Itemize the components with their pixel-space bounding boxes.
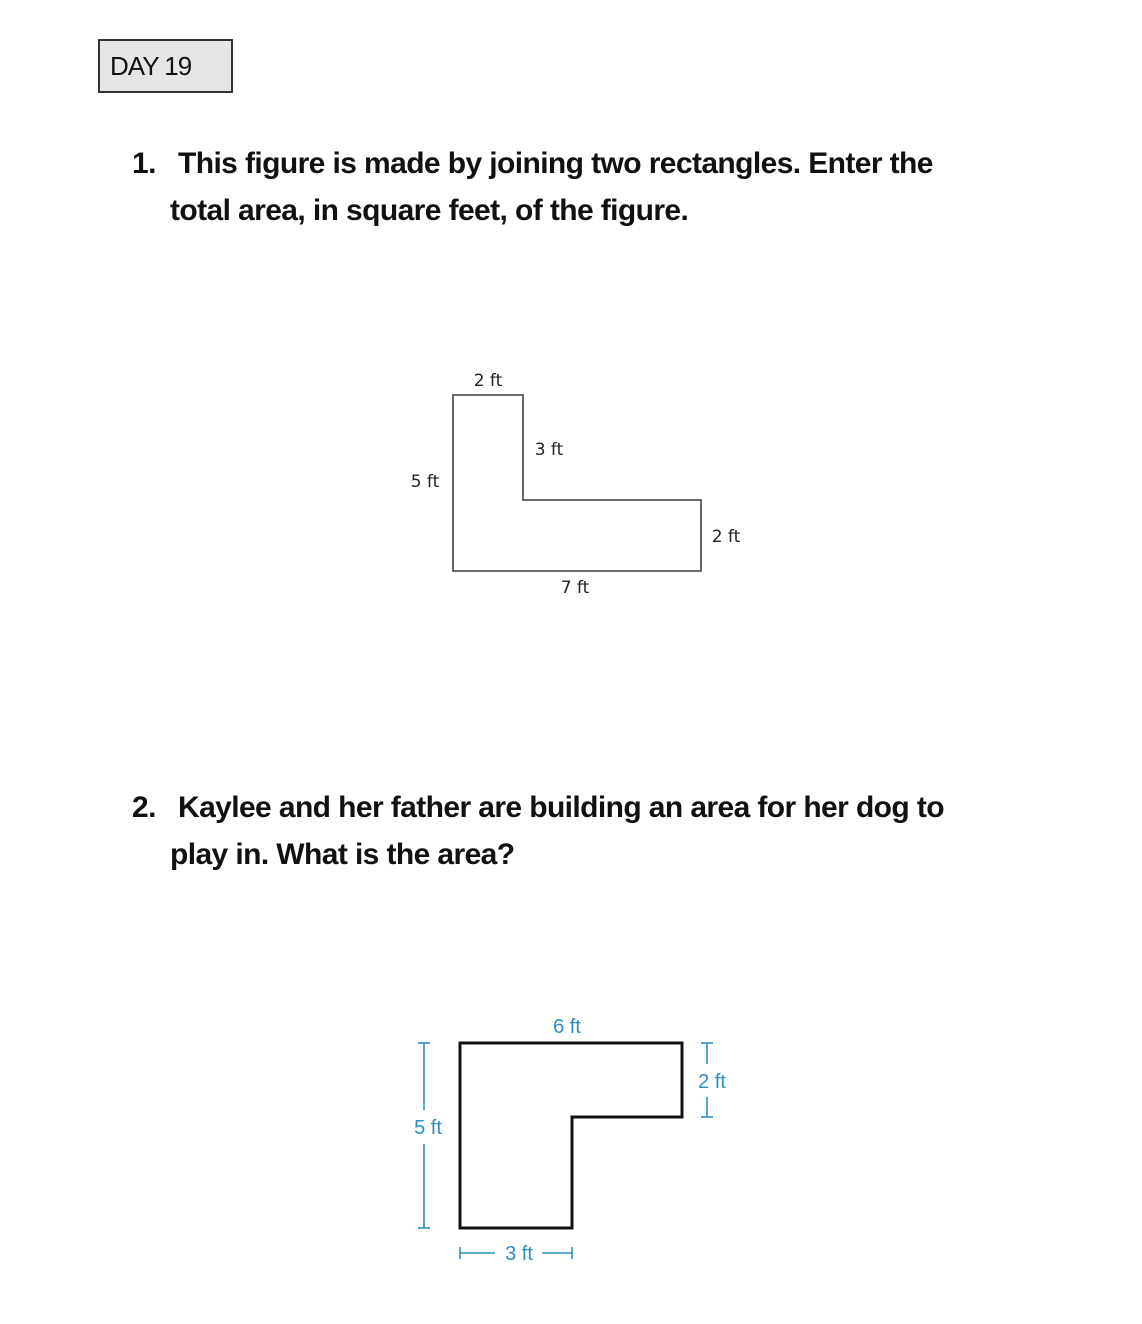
question-1-number: 1. <box>132 147 156 180</box>
figure-2-label-left: 5 ft <box>414 1117 442 1139</box>
figure-2-label-right: 2 ft <box>698 1071 726 1093</box>
figure-1-label-bottom: 7 ft <box>560 578 590 598</box>
figure-1-label-right: 2 ft <box>711 527 741 547</box>
question-2-text-line2: play in. What is the area? <box>170 838 515 871</box>
figure-1-l-shape <box>411 371 741 598</box>
figure-2-label-top: 6 ft <box>553 1016 581 1038</box>
figure-1-label-left: 5 ft <box>410 472 440 492</box>
day-label: DAY 19 <box>98 39 233 93</box>
figure-2-label-bottom: 3 ft <box>505 1243 533 1265</box>
figure-1-label-top: 2 ft <box>473 371 503 391</box>
figure-1-label-inner-vertical: 3 ft <box>534 440 564 460</box>
question-2-number: 2. <box>132 791 156 824</box>
question-2 <box>132 784 1012 878</box>
figure-2-outline <box>460 1043 682 1228</box>
figure-2-l-shape <box>414 1016 726 1265</box>
question-2-text-line1: Kaylee and her father are building an area for her dog to <box>178 791 944 824</box>
question-1-text-line2: total area, in square feet, of the figure. <box>170 194 689 227</box>
question-1-text-line1: This figure is made by joining two rectangles. Enter the <box>178 147 933 180</box>
figure-1-outline <box>453 395 701 571</box>
